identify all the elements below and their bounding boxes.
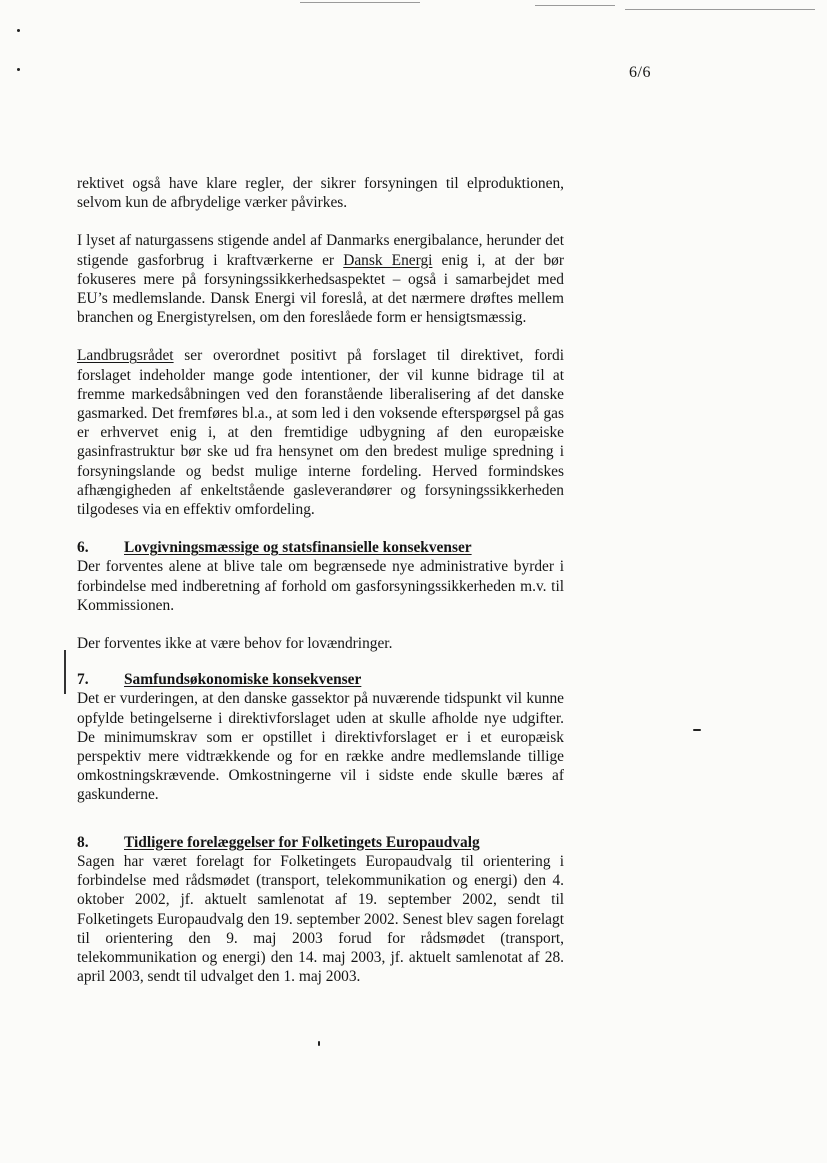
- page-number: 6/6: [629, 64, 651, 81]
- section-number: 7.: [77, 671, 89, 689]
- section-heading-6: [77, 538, 564, 557]
- section-number: 6.: [77, 539, 89, 557]
- section-title: Tidligere forelæggelser for Folketingets Europaudvalg: [124, 833, 480, 851]
- section-heading-8: [77, 833, 564, 852]
- paragraph-text: I lyset af naturgassens stigende andel af Danmarks energibalance, herunder det stigende gasforbrug i kraftværkerne er: [77, 232, 564, 269]
- section-7-text: Det er vurderingen, at den danske gassektor på nuværende tidspunkt vil kunne opfylde betingelserne i direktivforslaget uden at skulle afholde nye udgifter. De minimumskrav som er opstillet i direktivforslaget er i et europæisk perspektiv mere vidtrækkende og for en række andre medlemslande tillige omkostningskrævende. Omkostningerne vil i sidste ende skulle bæres af gaskunderne.: [77, 690, 564, 804]
- paragraph-text: enig i, at der bør fokuseres mere på forsyningssikkerhedsaspektet – også i samarbejdet med EU’s medlemslande. Dansk Energi vil foreslå, at det nærmere drøftes mellem branchen og Energistyrelsen, om den foreslåede form er hensigtsmæssig.: [77, 251, 565, 327]
- scan-speck: [17, 68, 20, 71]
- scan-speck: [318, 1041, 320, 1046]
- paragraph-text: ser overordnet positivt på forslaget til direktivet, fordi forslaget indeholder mange gode intentioner, der vil kunne bidrage til at fremme markedsåbningen ved den foranstående liberalisering af det danske gasmarked. Det fremføres bl.a., at som led i den voksende efterspørgsel på gas er erhvervet enig i, at den fremtidige udbygning af den europæiske gasinfrastruktur bør ske ud fra hensynet om den bredest mulige spredning i forsyningslande og bedst mulige interne fordeling. Herved formindskes afhængigheden af enkeltstående gasleverandører og forsyningssikkerheden tilgodeses via en effektiv omfordeling.: [77, 347, 564, 519]
- scan-artifact-line: [625, 9, 815, 10]
- revision-change-bar: [64, 650, 66, 694]
- section-8-text: Sagen har været forelagt for Folketingets Europaudvalg til orientering i forbindelse med rådsmødet (transport, telekommunikation og energi) den 4. oktober 2002, jf. aktuelt samlenotat af 19. september 2002, sendt til Folketingets Europaudvalg den 19. september 2002. Senest blev sagen forelagt til orientering den 9. maj 2003 forud for rådsmødet (transport, telekommunikation og energi) den 14. maj 2003, jf. aktuelt samlenotat af 28. april 2003, sendt til udvalget den 1. maj 2003.: [77, 852, 564, 986]
- section-6-law-changes: Der forventes ikke at være behov for lovændringer.: [77, 635, 393, 653]
- section-6-text: Der forventes alene at blive tale om begrænsede nye administrative byrder i forbindelse med indberetning af forhold om gasforsyningssikkerheden m.v. til Kommissionen.: [77, 558, 564, 614]
- paragraph-directive-rules: rektivet også have klare regler, der sikrer forsyningen til elproduktionen, selvom kun de afbrydelige værker påvirkes.: [77, 175, 564, 212]
- section-number: 8.: [77, 833, 89, 851]
- paragraph-landbrugsraadet: [77, 346, 564, 519]
- scan-speck: [693, 729, 701, 731]
- organization-name: Landbrugsrådet: [77, 347, 174, 365]
- section-title: Lovgivningsmæssige og statsfinansielle konsekvenser: [124, 539, 472, 557]
- document-body: [77, 174, 564, 986]
- section-title: Samfundsøkonomiske konsekvenser: [124, 671, 362, 689]
- organization-name: Dansk Energi: [343, 251, 433, 269]
- paragraph-dansk-energi: [77, 231, 564, 327]
- scan-speck: [17, 29, 20, 32]
- scan-artifact-line: [300, 2, 420, 3]
- section-heading-7: [77, 670, 564, 689]
- scan-artifact-line: [535, 5, 615, 6]
